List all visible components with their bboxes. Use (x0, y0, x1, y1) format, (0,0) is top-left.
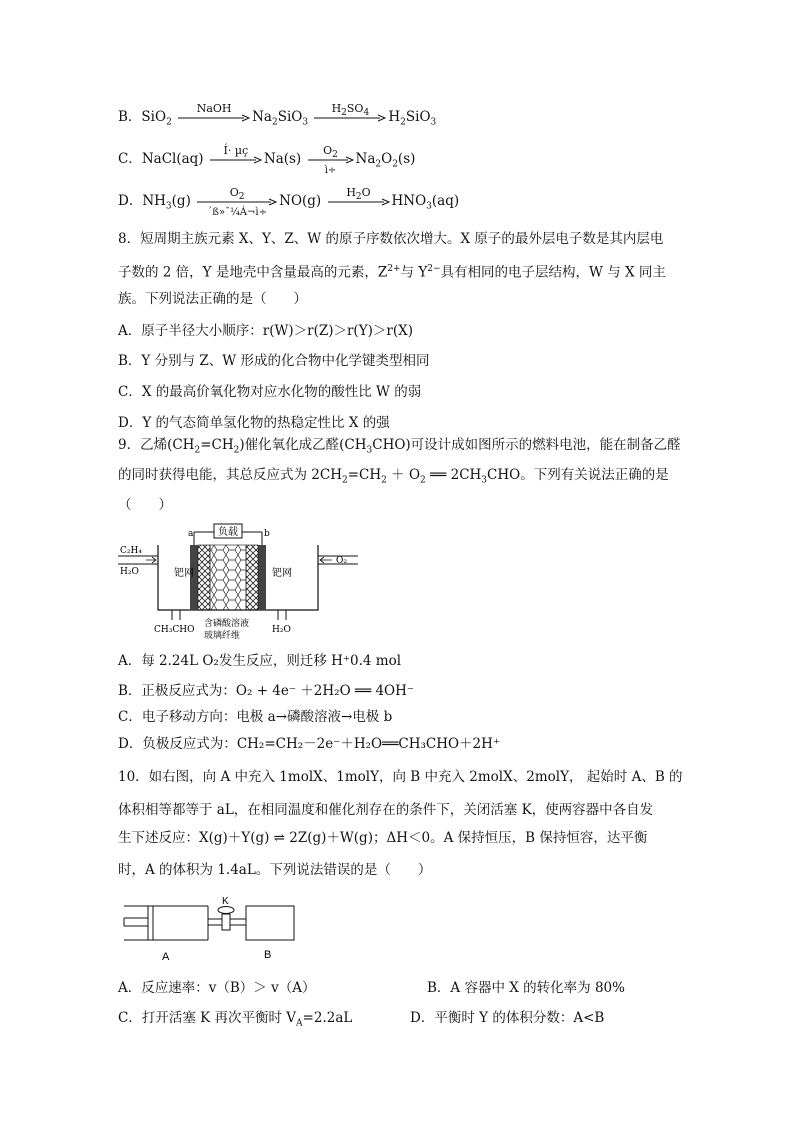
reaction-arrow: $H_2SO_4$ (314, 114, 386, 122)
q10-option-d: D．平衡时 Y 的体积分数：A<B (410, 1010, 605, 1026)
q9-stem-line2: 的同时获得电能，其总反应式为 $2CH_2=CH_2 + O_2$ ══ $2CH_3CHO$。下列有关说法正确的是 (118, 467, 669, 486)
valve-k-label: K (222, 896, 229, 907)
q8-stem-line3: 族。下列说法正确的是（ ） (118, 291, 307, 307)
piston (148, 906, 153, 940)
container-b (246, 906, 294, 940)
h2o-in-label: H₂O (120, 567, 139, 577)
electrolyte-label-2: 玻璃纤维 (204, 631, 241, 641)
load-label: 负载 (218, 527, 238, 538)
q10-stem-line2: 体积相等都等于 aL，在相同温度和催化剂存在的条件下，关闭活塞 K，使两容器中各自发 (118, 802, 654, 818)
q9-option-c: C．电子移动方向：电极 a→磷酸溶液→电极 b (118, 709, 393, 725)
q8-option-c: C．X 的最高价氧化物对应水化物的酸性比 W 的弱 (118, 384, 422, 400)
q9-stem-line1: 9．乙烯$(CH_2=CH_2)$催化氧化成乙醛$(CH_3CHO)$可设计成如图所示的燃料电池，能在制备乙醛 (118, 437, 681, 456)
q8-option-a: A．原子半径大小顺序：r(W)＞r(Z)＞r(Y)＞r(X) (118, 323, 413, 339)
reaction-arrow: Í· µç (210, 156, 262, 164)
ch3cho-label: CH₃CHO (154, 625, 195, 635)
q9-option-d: D．负极反应式为：CH₂=CH₂－2e⁻＋H₂O══CH₃CHO＋2H⁺ (118, 736, 501, 752)
reaction-arrow: $O_2$ ì÷ (308, 156, 354, 164)
h2o-out-label: H₂O (272, 625, 291, 635)
q10-stem-line4: 时，A 的体积为 1.4aL。下列说法错误的是（ ） (118, 862, 432, 878)
q7-option-b: B．SiO$_2$ NaOH $Na_2SiO_3$ $H_2SO_4$ $H_2SiO_3$ (118, 101, 437, 128)
reaction-arrow: NaOH (178, 114, 250, 122)
pd-net-left: 钯网 (174, 568, 194, 579)
q9-option-a: A．每 2.24L O₂发生反应，则迁移 H⁺0.4 mol (118, 653, 402, 669)
q10-option-b: B．A 容器中 X 的转化率为 80% (427, 980, 625, 996)
q7-option-d: D．$NH_3(g)$ $O_2$ ´ß»¯¼Á¬ì÷ NO(g) $H_2O$ $HNO_3(aq)$ (118, 185, 460, 218)
fuel-cell-diagram (118, 520, 358, 645)
q8-option-b: B．Y 分别与 Z、W 形成的化合物中化学键类型相同 (118, 353, 430, 369)
q10-option-a: A．反应速率：v（B）＞ v（A） (118, 980, 316, 996)
pd-net-right: 钯网 (272, 568, 292, 579)
c2h4-label: C₂H₄ (120, 546, 142, 556)
electrode-b (258, 545, 266, 610)
reaction-arrow: $O_2$ ´ß»¯¼Á¬ì÷ (197, 198, 277, 206)
container-b-label: B (264, 949, 272, 961)
q9-stem-line3: （ ） (118, 497, 172, 513)
reaction-arrow: $H_2O$ (328, 198, 390, 206)
q7-option-c: C．NaCl(aq) Í· µç Na(s) $O_2$ ì÷ $Na_2O_2(s)$ (118, 143, 416, 176)
q9-option-b: B．正极反应式为：O₂ + 4e⁻ ＋2H₂O ══ 4OH⁻ (118, 683, 415, 699)
containers-diagram (118, 892, 303, 964)
electrolyte-label-1: 含磷酸溶液 (204, 619, 250, 629)
q8-stem-line2: 子数的 2 倍，Y 是地壳中含量最高的元素，$Z^{2+}$与 $Y^{2-}$具有相同的电子层结构，W 与 X 同主 (118, 264, 666, 281)
q8-option-d: D．Y 的气态简单氢化物的热稳定性比 X 的强 (118, 415, 390, 431)
electrode-a-label: a (188, 529, 194, 539)
q10-stem-line1: 10．如右图，向 A 中充入 1molX、1molY，向 B 中充入 2molX、2molY， 起始时 A、B 的 (118, 769, 683, 785)
o2-label: O₂ (336, 556, 347, 566)
electrolyte-membrane (210, 545, 246, 610)
container-a-label: A (162, 951, 170, 963)
valve-k (222, 914, 230, 930)
q10-stem-line3: 生下述反应：X(g)＋Y(g) ⇌ 2Z(g)＋W(g)；ΔH＜0。A 保持恒压，B 保持恒容，达平衡 (118, 830, 648, 846)
q8-stem-line1: 8．短周期主族元素 X、Y、Z、W 的原子序数依次增大。X 原子的最外层电子数是其内层电 (118, 231, 664, 247)
q10-option-c: C．打开活塞 K 再次平衡时 $V_A=2.2aL$ (118, 1010, 353, 1029)
electrode-b-label: b (264, 529, 270, 539)
